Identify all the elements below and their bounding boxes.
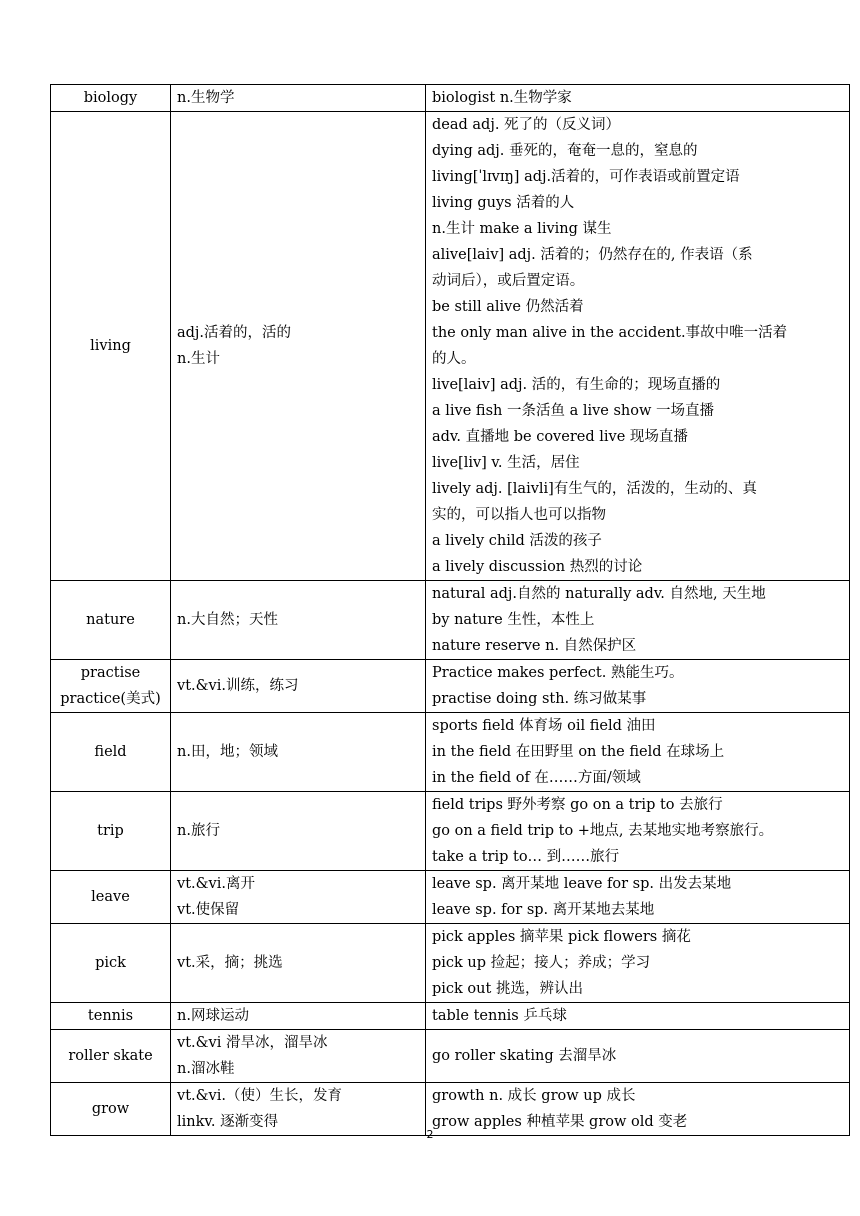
word-cell xyxy=(51,660,171,713)
meaning-line: vt.使保留 xyxy=(177,902,240,918)
usage-cell xyxy=(426,792,850,871)
meaning-line: vt.&vi.离开 xyxy=(177,876,255,892)
word-cell xyxy=(51,1003,171,1030)
word-cell xyxy=(51,1030,171,1083)
usage-line: alive[laiv] adj. 活着的；仍然存在的, 作表语（系 xyxy=(432,247,753,263)
word-cell xyxy=(51,713,171,792)
word-line: biology xyxy=(83,90,138,106)
usage-line: 动词后），或后置定语。 xyxy=(432,273,585,289)
usage-line: leave sp. for sp. 离开某地去某地 xyxy=(432,902,655,918)
meaning-cell xyxy=(171,85,426,112)
document-page xyxy=(50,84,810,1136)
word-line: pick xyxy=(95,955,126,971)
usage-line: Practice makes perfect. 熟能生巧。 xyxy=(432,665,684,681)
vocabulary-table-body xyxy=(51,85,850,1136)
usage-line: sports field 体育场 oil field 油田 xyxy=(432,718,656,734)
usage-line: in the field of 在……方面/领域 xyxy=(432,770,641,786)
usage-cell xyxy=(426,713,850,792)
usage-line: living guys 活着的人 xyxy=(432,195,575,211)
word-line: roller skate xyxy=(68,1048,153,1064)
usage-line: adv. 直播地 be covered live 现场直播 xyxy=(432,429,688,445)
usage-line: natural adj.自然的 naturally adv. 自然地, 天生地 xyxy=(432,586,766,602)
vocabulary-table xyxy=(50,84,850,1136)
usage-line: dead adj. 死了的（反义词） xyxy=(432,117,621,133)
usage-line: be still alive 仍然活着 xyxy=(432,299,584,315)
table-row xyxy=(51,1003,850,1030)
table-row xyxy=(51,713,850,792)
meaning-cell xyxy=(171,924,426,1003)
usage-line: leave sp. 离开某地 leave for sp. 出发去某地 xyxy=(432,876,732,892)
table-row xyxy=(51,1030,850,1083)
meaning-line: n.网球运动 xyxy=(177,1008,249,1024)
usage-line: lively adj. [laivli]有生气的，活泼的，生动的、真 xyxy=(432,481,757,497)
word-line: trip xyxy=(97,823,124,839)
usage-line: living[ˈlɪvɪŋ] adj.活着的，可作表语或前置定语 xyxy=(432,169,740,185)
meaning-line: n.旅行 xyxy=(177,823,220,839)
usage-line: live[liv] v. 生活，居住 xyxy=(432,455,580,471)
usage-line: go roller skating 去溜旱冰 xyxy=(432,1048,617,1064)
usage-line: practise doing sth. 练习做某事 xyxy=(432,691,647,707)
meaning-cell xyxy=(171,792,426,871)
table-row xyxy=(51,871,850,924)
table-row xyxy=(51,112,850,581)
meaning-line: vt.采，摘；挑选 xyxy=(177,955,283,971)
word-line: field xyxy=(94,744,127,760)
usage-cell xyxy=(426,1030,850,1083)
usage-line: table tennis 乒乓球 xyxy=(432,1008,567,1024)
usage-cell xyxy=(426,85,850,112)
table-row xyxy=(51,924,850,1003)
usage-line: n.生计 make a living 谋生 xyxy=(432,221,612,237)
table-row xyxy=(51,660,850,713)
meaning-line: vt.&vi.（使）生长，发育 xyxy=(177,1088,342,1104)
usage-line: grow apples 种植苹果 grow old 变老 xyxy=(432,1114,688,1130)
meaning-line: n.生物学 xyxy=(177,90,235,106)
usage-line: the only man alive in the accident.事故中唯一活着 xyxy=(432,325,788,341)
usage-line: nature reserve n. 自然保护区 xyxy=(432,638,637,654)
usage-line: live[laiv] adj. 活的，有生命的；现场直播的 xyxy=(432,377,721,393)
meaning-line: n.溜冰鞋 xyxy=(177,1061,235,1077)
word-line: living xyxy=(90,338,131,354)
usage-cell xyxy=(426,112,850,581)
usage-line: pick up 捡起；接人；养成；学习 xyxy=(432,955,651,971)
usage-cell xyxy=(426,1003,850,1030)
word-cell xyxy=(51,924,171,1003)
usage-line: in the field 在田野里 on the field 在球场上 xyxy=(432,744,725,760)
usage-line: field trips 野外考察 go on a trip to 去旅行 xyxy=(432,797,723,813)
meaning-line: adj.活着的，活的 xyxy=(177,325,292,341)
usage-cell xyxy=(426,581,850,660)
word-line: tennis xyxy=(87,1008,134,1024)
word-line: practice(美式) xyxy=(60,691,161,707)
meaning-cell xyxy=(171,581,426,660)
meaning-line: n.田，地；领域 xyxy=(177,744,278,760)
word-cell xyxy=(51,792,171,871)
word-line: practise xyxy=(80,665,141,681)
meaning-cell xyxy=(171,1030,426,1083)
usage-line: dying adj. 垂死的，奄奄一息的，窒息的 xyxy=(432,143,698,159)
page-number: 2 xyxy=(426,1128,434,1141)
usage-line: biologist n.生物学家 xyxy=(432,90,572,106)
usage-line: a lively child 活泼的孩子 xyxy=(432,533,602,549)
usage-line: by nature 生性，本性上 xyxy=(432,612,595,628)
usage-line: pick apples 摘苹果 pick flowers 摘花 xyxy=(432,929,691,945)
meaning-line: vt.&vi 滑旱冰，溜旱冰 xyxy=(177,1035,328,1051)
meaning-line: vt.&vi.训练，练习 xyxy=(177,678,299,694)
table-row xyxy=(51,581,850,660)
table-row xyxy=(51,85,850,112)
word-cell xyxy=(51,112,171,581)
usage-line: growth n. 成长 grow up 成长 xyxy=(432,1088,636,1104)
meaning-cell xyxy=(171,871,426,924)
usage-cell xyxy=(426,924,850,1003)
meaning-line: n.生计 xyxy=(177,351,220,367)
usage-line: a live fish 一条活鱼 a live show 一场直播 xyxy=(432,403,715,419)
word-line: nature xyxy=(86,612,135,628)
table-row xyxy=(51,792,850,871)
usage-line: 的人。 xyxy=(432,351,476,367)
usage-line: 实的，可以指人也可以指物 xyxy=(432,507,606,523)
meaning-cell xyxy=(171,713,426,792)
word-cell xyxy=(51,871,171,924)
usage-line: go on a field trip to +地点, 去某地实地考察旅行。 xyxy=(432,823,774,839)
word-cell xyxy=(51,581,171,660)
meaning-cell xyxy=(171,1003,426,1030)
meaning-cell xyxy=(171,112,426,581)
usage-cell xyxy=(426,660,850,713)
meaning-cell xyxy=(171,660,426,713)
word-line: grow xyxy=(91,1101,130,1117)
meaning-line: n.大自然；天性 xyxy=(177,612,278,628)
word-line: leave xyxy=(91,889,130,905)
word-cell xyxy=(51,85,171,112)
usage-cell xyxy=(426,871,850,924)
meaning-line: linkv. 逐渐变得 xyxy=(177,1114,279,1130)
usage-line: take a trip to… 到……旅行 xyxy=(432,849,620,865)
usage-line: a lively discussion 热烈的讨论 xyxy=(432,559,643,575)
usage-line: pick out 挑选，辨认出 xyxy=(432,981,583,997)
